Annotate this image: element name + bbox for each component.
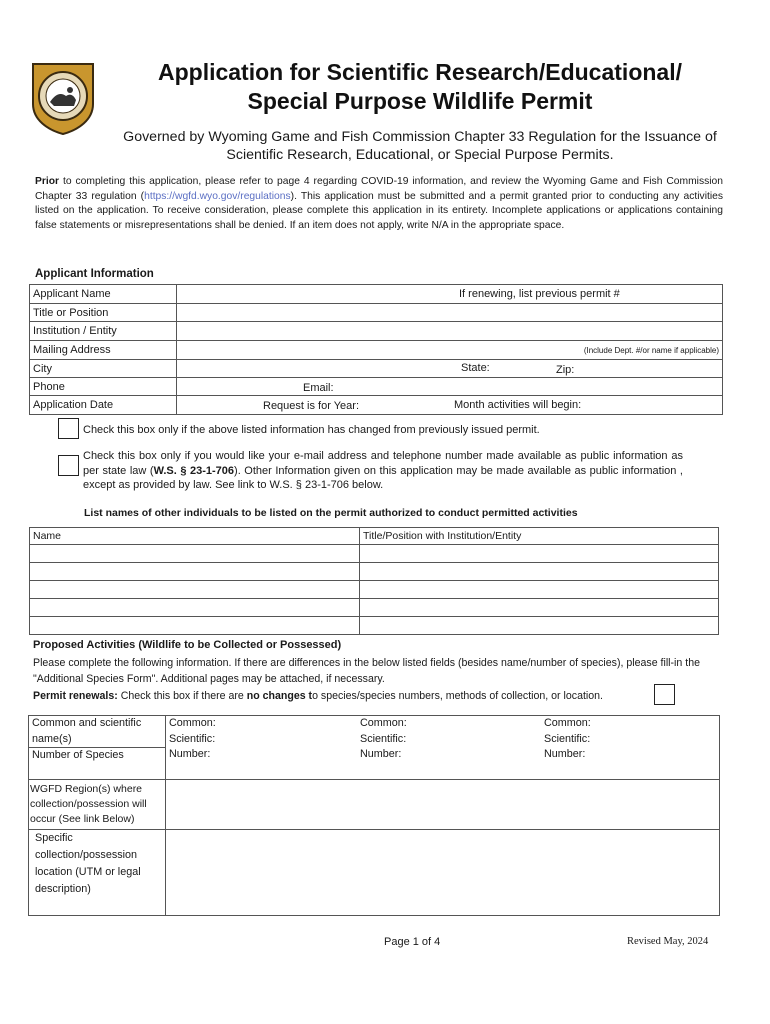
other-title-field[interactable] <box>360 617 719 635</box>
other-name-field[interactable] <box>30 581 360 599</box>
regulations-link[interactable]: https://wgfd.wyo.gov/regulations <box>144 190 291 202</box>
phone-field[interactable]: Email: <box>177 378 723 396</box>
species-table <box>28 715 720 916</box>
species-col-2[interactable]: Common: Scientific: Number: <box>357 716 541 780</box>
location-field[interactable] <box>166 830 720 916</box>
title-label: Title or Position <box>30 304 177 322</box>
revised-date: Revised May, 2024 <box>627 936 709 947</box>
city-field[interactable]: State: Zip: <box>177 360 723 378</box>
location-label: Specific collection/possession location (UTM or legal description) <box>29 830 166 916</box>
other-individuals-table <box>29 527 719 635</box>
public-info-text: Check this box only if you would like your e-mail address and telephone number made available as public information as per state law (W.S. § 23-1-706). Other Information given on this application may be made available as public information , except as provided by law. See link to W.S. § 23-1-706 below. <box>83 450 683 491</box>
applicant-name-label: Applicant Name <box>30 285 177 304</box>
title-line-2: Special Purpose Wildlife Permit <box>247 88 593 114</box>
other-title-field[interactable] <box>360 563 719 581</box>
other-name-field[interactable] <box>30 599 360 617</box>
species-col-1[interactable]: Common: Scientific: Number: <box>166 716 358 780</box>
wgfd-region-label: WGFD Region(s) where collection/possession will occur (See link Below) <box>29 780 166 830</box>
number-of-species-label: Number of Species <box>29 748 166 780</box>
other-title-field[interactable] <box>360 545 719 563</box>
public-info-checkbox[interactable] <box>58 455 79 476</box>
date-label: Application Date <box>30 396 177 415</box>
applicant-table <box>29 284 723 415</box>
title-line-1: Application for Scientific Research/Educational/ <box>157 59 682 85</box>
other-name-field[interactable] <box>30 617 360 635</box>
phone-label: Phone <box>30 378 177 396</box>
info-changed-text: Check this box only if the above listed information has changed from previously issued permit. <box>83 424 540 436</box>
wgfd-region-field[interactable] <box>166 780 720 830</box>
city-label: City <box>30 360 177 378</box>
other-individuals-heading: List names of other individuals to be listed on the permit authorized to conduct permitted activities <box>84 507 578 519</box>
applicant-info-heading: Applicant Information <box>35 268 154 280</box>
title-field[interactable] <box>177 304 723 322</box>
renewal-text: Permit renewals: Check this box if there are no changes to species/species numbers, methods of collection, or location. <box>33 690 603 702</box>
date-field[interactable]: Request is for Year: Month activities will begin: <box>177 396 723 415</box>
other-name-field[interactable] <box>30 545 360 563</box>
institution-label: Institution / Entity <box>30 322 177 341</box>
col-title-header: Title/Position with Institution/Entity <box>360 528 719 545</box>
governed-by: Governed by Wyoming Game and Fish Commission Chapter 33 Regulation for the Issuance of Scientific Research, Educational, or Special Purpose Permits. <box>123 129 717 163</box>
other-title-field[interactable] <box>360 599 719 617</box>
intro-paragraph: Prior to completing this application, please refer to page 4 regarding COVID-19 information, and review the Wyoming Game and Fish Commission Chapter 33 regulation (https://wgfd.wyo.gov/regulations). This application must be submitted and a permit granted prior to conducting any activities listed on the application. To receive consideration, please complete this application in its entirety. Incomplete applications or applications containing false statements or misrepresentations shall be denied. If an item does not apply, write N/A in the appropriate space. <box>35 176 724 231</box>
info-changed-checkbox[interactable] <box>58 418 79 439</box>
no-changes-checkbox[interactable] <box>654 684 675 705</box>
mailing-label: Mailing Address <box>30 341 177 360</box>
institution-field[interactable] <box>177 322 723 341</box>
proposed-heading: Proposed Activities (Wildlife to be Collected or Possessed) <box>33 639 342 651</box>
mailing-field[interactable]: (Include Dept. #/or name if applicable) <box>177 341 723 360</box>
wyoming-game-fish-seal <box>28 60 98 136</box>
other-title-field[interactable] <box>360 581 719 599</box>
applicant-name-field[interactable]: If renewing, list previous permit # <box>177 285 723 304</box>
species-col-3[interactable]: Common: Scientific: Number: <box>541 716 720 780</box>
other-name-field[interactable] <box>30 563 360 581</box>
proposed-text: Please complete the following information. If there are differences in the below listed fields (besides name/number of species), please fill-in the "Additional Species Form". Additional pages may be attached, if necessary. <box>33 657 700 685</box>
common-scientific-label: Common and scientific name(s) <box>29 716 166 748</box>
col-name-header: Name <box>30 528 360 545</box>
page-number: Page 1 of 4 <box>384 936 441 948</box>
